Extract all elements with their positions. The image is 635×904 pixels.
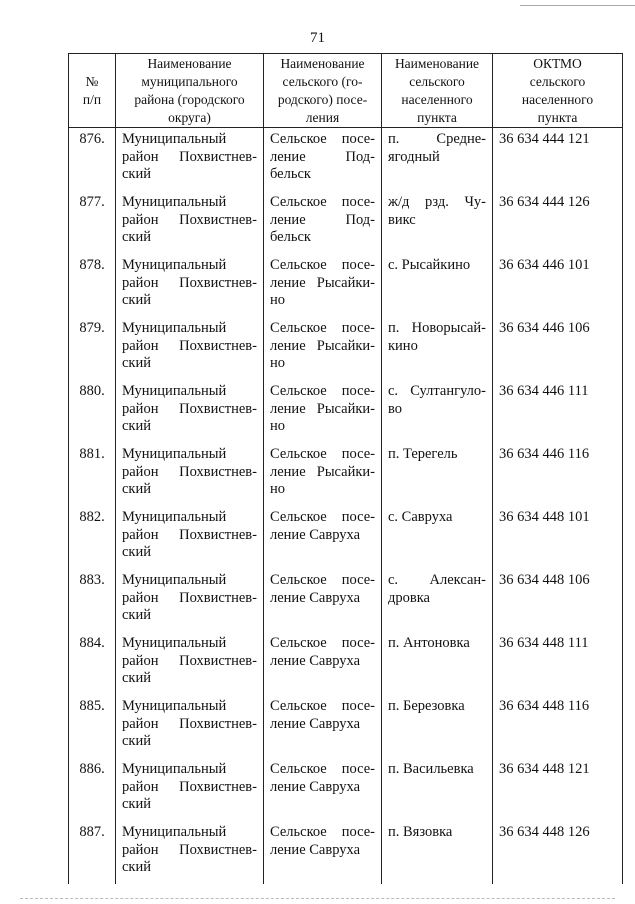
- cell-locality: [382, 506, 493, 569]
- district-line: Муниципальный: [122, 509, 227, 525]
- cell-district: [116, 317, 264, 380]
- header-district-line: Наименование: [147, 55, 232, 71]
- district-line: ский: [122, 229, 151, 245]
- cell-oktmo: 36 634 446 116: [493, 443, 623, 506]
- locality-line: п. Терегель: [388, 446, 458, 462]
- settlement-line: бельск: [270, 229, 311, 245]
- district-line: район Похвистнев-: [122, 715, 257, 732]
- header-oktmo-line: населенного: [521, 91, 594, 107]
- cell-locality: [382, 254, 493, 317]
- settlement-line: Сельское посе-: [270, 698, 375, 714]
- settlement-line: Сельское посе-: [270, 446, 375, 462]
- locality-line: с. Рысайкино: [388, 257, 471, 273]
- settlement-line: Сельское посе-: [270, 257, 375, 273]
- header-locality-line: Наименование: [394, 55, 480, 71]
- settlement-line: ление Савруха: [270, 841, 361, 858]
- table-row: [69, 443, 623, 506]
- settlement-line: Сельское посе-: [270, 509, 375, 525]
- cell-district: [116, 254, 264, 317]
- cell-oktmo: 36 634 444 126: [493, 191, 623, 254]
- row-number: 876.: [69, 128, 116, 192]
- header-settlement-line: сельского (го-: [282, 73, 363, 89]
- settlement-line: ление Рысайки-: [270, 463, 375, 480]
- cell-district: [116, 632, 264, 695]
- district-line: Муниципальный: [122, 257, 227, 273]
- row-number: 885.: [69, 695, 116, 758]
- cell-oktmo: 36 634 446 101: [493, 254, 623, 317]
- header-district-line: района (городского: [134, 91, 245, 107]
- header-num-line: №: [85, 73, 99, 89]
- cell-settlement: [264, 443, 382, 506]
- header-num-line: п/п: [82, 91, 102, 107]
- district-line: район Похвистнев-: [122, 148, 257, 165]
- district-line: Муниципальный: [122, 635, 227, 651]
- table-row: [69, 821, 623, 884]
- district-line: район Похвистнев-: [122, 778, 257, 795]
- district-line: район Похвистнев-: [122, 841, 257, 858]
- district-line: ский: [122, 292, 151, 308]
- scan-edge-line: [520, 5, 635, 6]
- header-district-line: округа): [168, 109, 211, 125]
- settlement-line: ление Рысайки-: [270, 337, 375, 354]
- settlement-line: но: [270, 292, 286, 308]
- cell-settlement: [264, 254, 382, 317]
- header-locality-line: сельского: [409, 73, 465, 89]
- settlement-line: Сельское посе-: [270, 383, 375, 399]
- settlements-table: [68, 53, 623, 884]
- settlement-line: Сельское посе-: [270, 572, 375, 588]
- row-number: 879.: [69, 317, 116, 380]
- cell-locality: [382, 443, 493, 506]
- locality-line: с. Алексан-: [388, 572, 486, 588]
- cell-settlement: [264, 695, 382, 758]
- locality-line: ж/д рзд. Чу-: [388, 194, 486, 210]
- cell-settlement: [264, 632, 382, 695]
- district-line: район Похвистнев-: [122, 274, 257, 291]
- locality-line: п. Березовка: [388, 698, 465, 714]
- cell-settlement: [264, 506, 382, 569]
- district-line: Муниципальный: [122, 320, 227, 336]
- header-num: [69, 54, 116, 128]
- header-oktmo: [493, 54, 623, 128]
- district-line: ский: [122, 418, 151, 434]
- district-line: район Похвистнев-: [122, 589, 257, 606]
- cell-oktmo: 36 634 444 121: [493, 128, 623, 192]
- settlement-line: бельск: [270, 166, 311, 182]
- cell-settlement: [264, 128, 382, 192]
- district-line: ский: [122, 733, 151, 749]
- district-line: Муниципальный: [122, 446, 227, 462]
- table-row: [69, 569, 623, 632]
- district-line: район Похвистнев-: [122, 337, 257, 354]
- settlement-line: ление Савруха: [270, 589, 361, 606]
- cell-locality: [382, 821, 493, 884]
- table-row: [69, 506, 623, 569]
- settlement-line: ление Савруха: [270, 526, 361, 543]
- district-line: район Похвистнев-: [122, 400, 257, 417]
- locality-line: п. Васильевка: [388, 761, 474, 777]
- cell-settlement: [264, 758, 382, 821]
- cell-oktmo: 36 634 446 106: [493, 317, 623, 380]
- district-line: ский: [122, 859, 151, 875]
- locality-line: дровка: [388, 589, 430, 606]
- table-row: [69, 758, 623, 821]
- cell-district: [116, 380, 264, 443]
- cell-oktmo: 36 634 448 121: [493, 758, 623, 821]
- district-line: ский: [122, 544, 151, 560]
- table-row: [69, 380, 623, 443]
- cell-locality: [382, 128, 493, 192]
- row-number: 886.: [69, 758, 116, 821]
- header-oktmo-line: ОКТМО: [533, 55, 582, 71]
- settlement-line: но: [270, 355, 286, 371]
- cell-district: [116, 695, 264, 758]
- settlement-line: ление Рысайки-: [270, 400, 375, 417]
- district-line: ский: [122, 481, 151, 497]
- cell-locality: [382, 569, 493, 632]
- header-settlement: [264, 54, 382, 128]
- district-line: район Похвистнев-: [122, 463, 257, 480]
- row-number: 887.: [69, 821, 116, 884]
- header-district-line: муниципального: [141, 73, 238, 89]
- district-line: Муниципальный: [122, 572, 227, 588]
- row-number: 882.: [69, 506, 116, 569]
- settlement-line: но: [270, 418, 286, 434]
- cell-oktmo: 36 634 448 106: [493, 569, 623, 632]
- locality-line: п. Антоновка: [388, 635, 470, 651]
- settlement-line: ление Савруха: [270, 778, 361, 795]
- table-row: [69, 317, 623, 380]
- row-number: 884.: [69, 632, 116, 695]
- header-oktmo-line: пункта: [537, 109, 578, 125]
- table-body: [69, 128, 623, 885]
- locality-line: с. Савруха: [388, 509, 453, 525]
- row-number: 881.: [69, 443, 116, 506]
- settlement-line: ление Савруха: [270, 715, 361, 732]
- cell-locality: [382, 758, 493, 821]
- locality-line: п. Новорысай-: [388, 320, 486, 336]
- table-row: [69, 695, 623, 758]
- cell-district: [116, 758, 264, 821]
- settlement-line: ление Под-: [270, 148, 375, 165]
- locality-line: с. Султангуло-: [388, 383, 486, 399]
- cell-district: [116, 569, 264, 632]
- cell-district: [116, 128, 264, 192]
- cell-settlement: [264, 380, 382, 443]
- district-line: Муниципальный: [122, 698, 227, 714]
- district-line: ский: [122, 670, 151, 686]
- locality-line: кино: [388, 337, 418, 354]
- cell-oktmo: 36 634 448 111: [493, 632, 623, 695]
- table-row: [69, 254, 623, 317]
- cell-oktmo: 36 634 448 116: [493, 695, 623, 758]
- cell-locality: [382, 632, 493, 695]
- settlement-line: Сельское посе-: [270, 761, 375, 777]
- scan-edge-line: [20, 898, 615, 899]
- settlement-line: Сельское посе-: [270, 635, 375, 651]
- table-row: [69, 191, 623, 254]
- settlement-line: Сельское посе-: [270, 824, 375, 840]
- district-line: ский: [122, 166, 151, 182]
- header-settlement-line: ления: [305, 109, 340, 125]
- cell-district: [116, 443, 264, 506]
- district-line: ский: [122, 607, 151, 623]
- cell-district: [116, 191, 264, 254]
- header-locality: [382, 54, 493, 128]
- cell-locality: [382, 191, 493, 254]
- settlement-line: ление Савруха: [270, 652, 361, 669]
- district-line: ский: [122, 355, 151, 371]
- cell-district: [116, 821, 264, 884]
- table-row: [69, 632, 623, 695]
- row-number: 878.: [69, 254, 116, 317]
- settlement-line: Сельское посе-: [270, 194, 375, 210]
- table-row: [69, 128, 623, 192]
- cell-settlement: [264, 569, 382, 632]
- district-line: район Похвистнев-: [122, 526, 257, 543]
- district-line: Муниципальный: [122, 761, 227, 777]
- district-line: Муниципальный: [122, 383, 227, 399]
- settlement-line: Сельское посе-: [270, 320, 375, 336]
- locality-line: ягодный: [388, 148, 440, 165]
- cell-settlement: [264, 191, 382, 254]
- header-oktmo-line: сельского: [529, 73, 586, 89]
- cell-oktmo: 36 634 446 111: [493, 380, 623, 443]
- settlement-line: Сельское посе-: [270, 131, 375, 147]
- settlement-line: но: [270, 481, 286, 497]
- district-line: Муниципальный: [122, 194, 227, 210]
- district-line: Муниципальный: [122, 131, 227, 147]
- locality-line: во: [388, 400, 402, 417]
- table-header-row: [69, 54, 623, 128]
- district-line: Муниципальный: [122, 824, 227, 840]
- cell-settlement: [264, 821, 382, 884]
- district-line: район Похвистнев-: [122, 652, 257, 669]
- locality-line: викс: [388, 211, 416, 228]
- locality-line: п. Средне-: [388, 131, 486, 147]
- locality-line: п. Вязовка: [388, 824, 453, 840]
- district-line: район Похвистнев-: [122, 211, 257, 228]
- settlement-line: ление Под-: [270, 211, 375, 228]
- header-settlement-line: родского) посе-: [277, 91, 368, 107]
- cell-district: [116, 506, 264, 569]
- header-locality-line: населенного: [401, 91, 473, 107]
- row-number: 877.: [69, 191, 116, 254]
- header-district: [116, 54, 264, 128]
- district-line: ский: [122, 796, 151, 812]
- cell-locality: [382, 317, 493, 380]
- cell-settlement: [264, 317, 382, 380]
- cell-oktmo: 36 634 448 126: [493, 821, 623, 884]
- row-number: 880.: [69, 380, 116, 443]
- page-number: 71: [310, 30, 325, 46]
- header-locality-line: пункта: [417, 109, 457, 125]
- cell-oktmo: 36 634 448 101: [493, 506, 623, 569]
- cell-locality: [382, 380, 493, 443]
- row-number: 883.: [69, 569, 116, 632]
- cell-locality: [382, 695, 493, 758]
- header-settlement-line: Наименование: [280, 55, 365, 71]
- settlement-line: ление Рысайки-: [270, 274, 375, 291]
